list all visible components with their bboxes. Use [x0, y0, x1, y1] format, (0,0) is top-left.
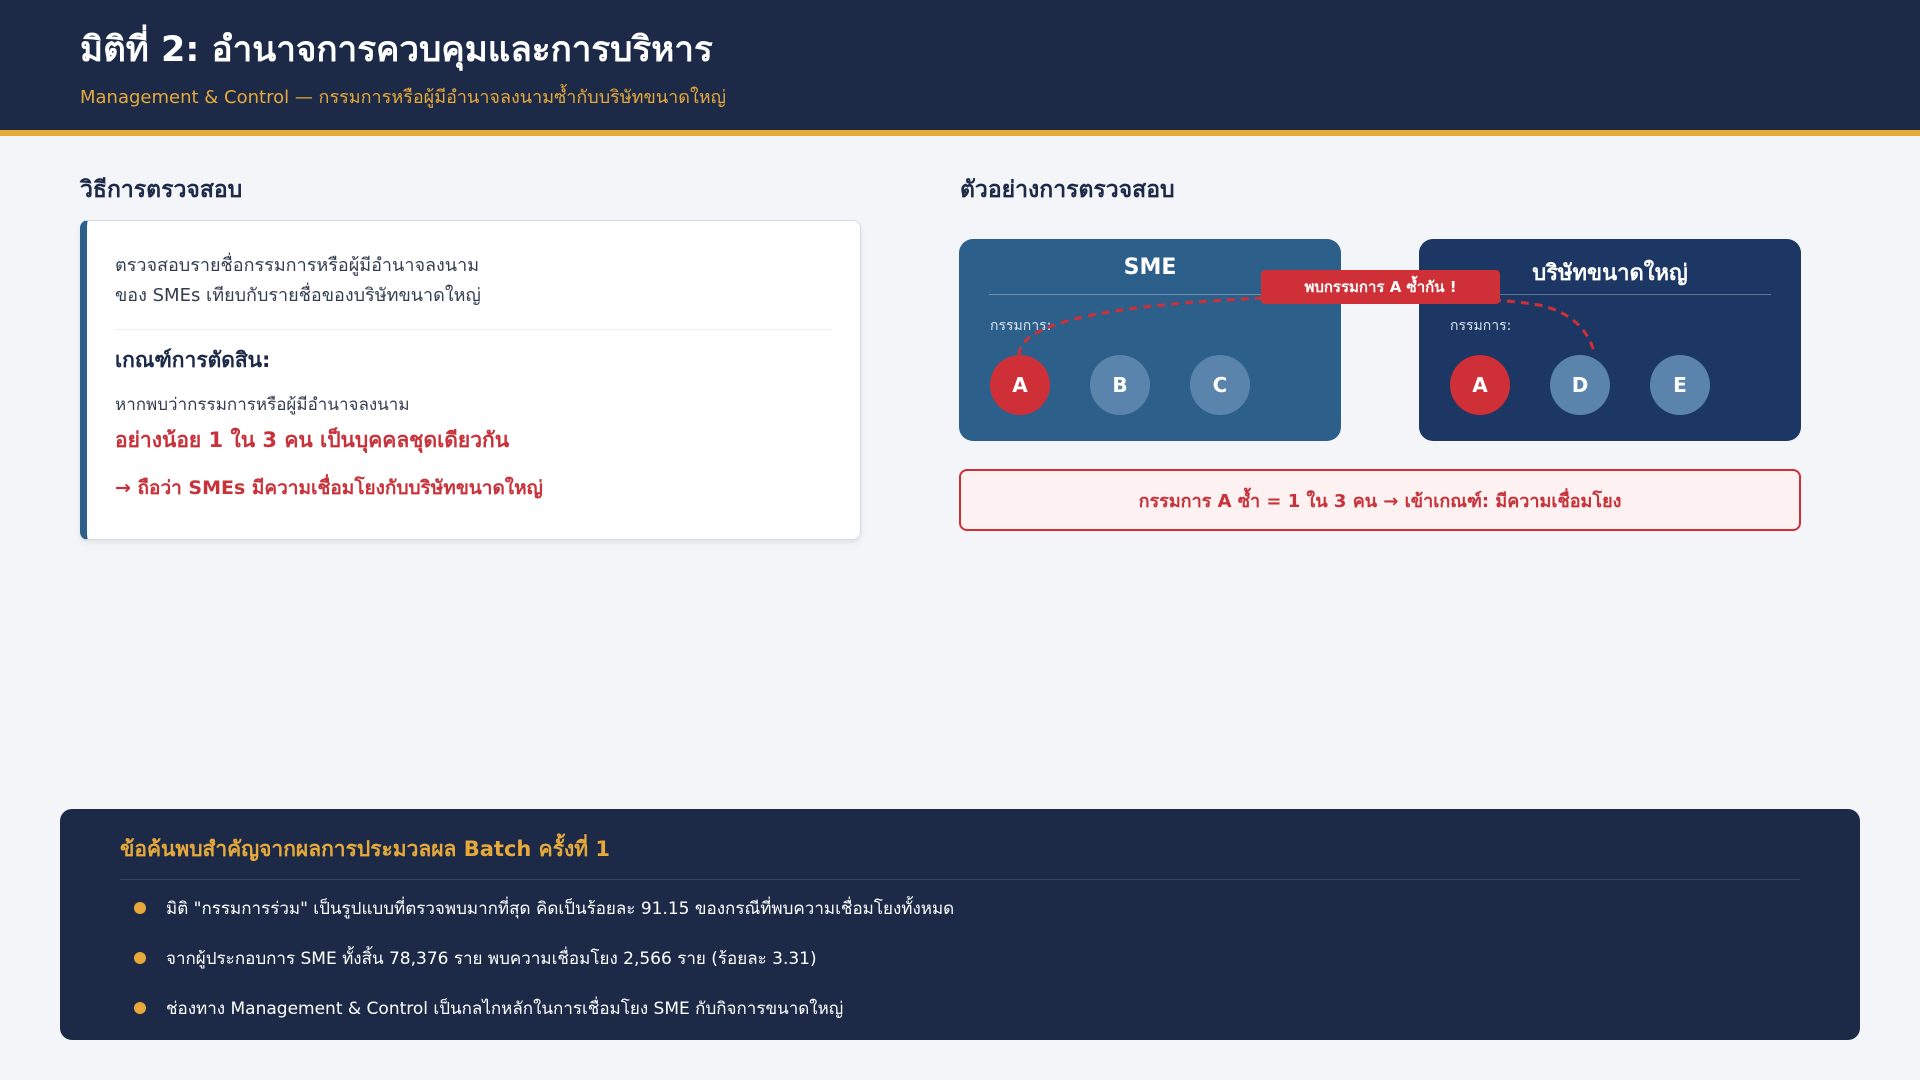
method-divider [115, 329, 832, 330]
large-director-a: A [1450, 355, 1510, 415]
large-box-title: บริษัทขนาดใหญ่ [1449, 255, 1771, 295]
criteria-heading: เกณฑ์การตัดสิน: [115, 348, 271, 372]
finding-text: ช่องทาง Management & Control เป็นกลไกหลักในการเชื่อมโยง SME กับกิจการขนาดใหญ่ [166, 998, 844, 1019]
findings-panel [60, 809, 1860, 1040]
bullet-icon [134, 1002, 146, 1014]
findings-divider [120, 879, 1800, 880]
finding-item [134, 894, 954, 922]
page-subtitle: Management & Control — กรรมการหรือผู้มีอำนาจลงนามซ้ำกับบริษัทขนาดใหญ่ [80, 87, 726, 108]
bullet-icon [134, 952, 146, 964]
method-desc-line2: ของ SMEs เทียบกับรายชื่อของบริษัทขนาดใหญ่ [115, 285, 481, 306]
criteria-highlight: อย่างน้อย 1 ใน 3 คน เป็นบุคคลชุดเดียวกัน [115, 428, 510, 452]
header-banner [0, 0, 1920, 136]
finding-item [134, 994, 843, 1022]
sme-director-c: C [1190, 355, 1250, 415]
example-heading: ตัวอย่างการตรวจสอบ [960, 177, 1175, 203]
sme-director-b: B [1090, 355, 1150, 415]
sme-director-a: A [990, 355, 1050, 415]
sme-box-title: SME [989, 255, 1311, 295]
finding-text: มิติ "กรรมการร่วม" เป็นรูปแบบที่ตรวจพบมากที่สุด คิดเป็นร้อยละ 91.15 ของกรณีที่พบความเชื่อมโยงทั้งหมด [166, 898, 955, 919]
finding-text: จากผู้ประกอบการ SME ทั้งสิ้น 78,376 ราย พบความเชื่อมโยง 2,566 ราย (ร้อยละ 3.31) [166, 948, 817, 969]
criteria-text: หากพบว่ากรรมการหรือผู้มีอำนาจลงนาม [115, 395, 410, 415]
finding-item [134, 944, 817, 972]
findings-title: ข้อค้นพบสำคัญจากผลการประมวลผล Batch ครั้งที่ 1 [120, 837, 611, 861]
method-card [80, 220, 861, 540]
sme-directors-label: กรรมการ: [990, 318, 1052, 334]
method-description [115, 251, 832, 311]
criteria-conclusion: → ถือว่า SMEs มีความเชื่อมโยงกับบริษัทขนาดใหญ่ [115, 477, 543, 499]
bullet-icon [134, 902, 146, 914]
match-badge: พบกรรมการ A ซ้ำกัน ! [1261, 270, 1500, 304]
page-title: มิติที่ 2: อำนาจการควบคุมและการบริหาร [80, 30, 713, 70]
method-desc-line1: ตรวจสอบรายชื่อกรรมการหรือผู้มีอำนาจลงนาม [115, 255, 480, 276]
large-director-e: E [1650, 355, 1710, 415]
result-box: กรรมการ A ซ้ำ = 1 ใน 3 คน → เข้าเกณฑ์: มีความเชื่อมโยง [959, 469, 1801, 531]
large-directors-label: กรรมการ: [1450, 318, 1512, 334]
large-director-d: D [1550, 355, 1610, 415]
method-heading: วิธีการตรวจสอบ [80, 177, 243, 203]
